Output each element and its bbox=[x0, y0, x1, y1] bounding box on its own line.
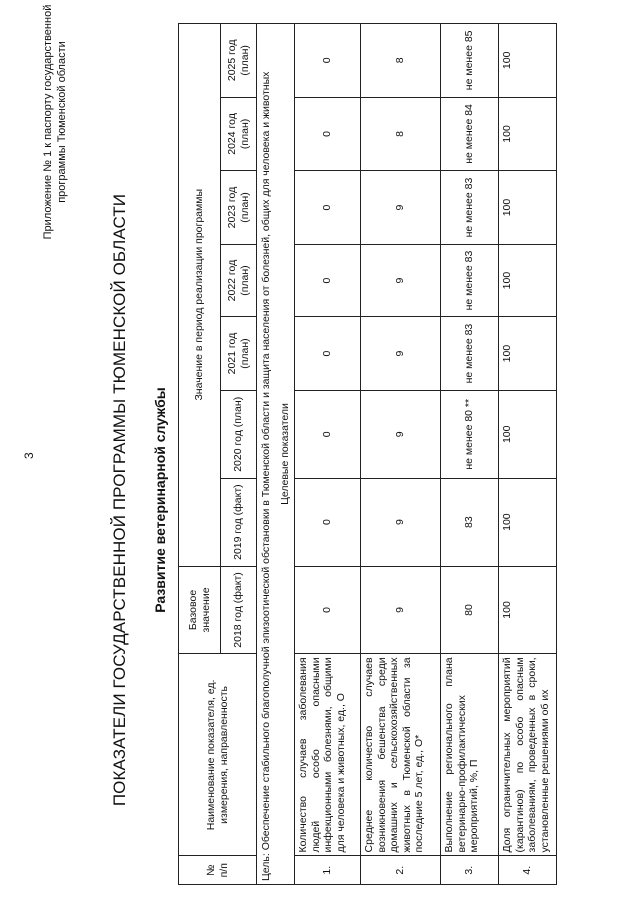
row-value: 100 bbox=[499, 97, 557, 171]
header-period: Значение в период реализации программы bbox=[179, 24, 221, 567]
page-title: ПОКАЗАТЕЛИ ГОСУДАРСТВЕННОЙ ПРОГРАММЫ ТЮМЕНСКОЙ ОБЛАСТИ bbox=[110, 193, 129, 807]
header-year: 2024 год (план) bbox=[221, 97, 257, 171]
row-value: 100 bbox=[499, 566, 557, 654]
row-value: 9 bbox=[361, 317, 441, 391]
row-value: 9 bbox=[361, 171, 441, 245]
header-year: 2025 год (план) bbox=[221, 24, 257, 98]
row-num: 4. bbox=[499, 856, 557, 885]
table-row bbox=[499, 24, 557, 885]
row-value: 100 bbox=[499, 317, 557, 391]
row-value: 0 bbox=[295, 317, 361, 391]
row-value: 80 bbox=[441, 566, 499, 654]
row-value: не менее 84 bbox=[441, 97, 499, 171]
row-value: 100 bbox=[499, 244, 557, 316]
row-value: 9 bbox=[361, 244, 441, 316]
row-value: 100 bbox=[499, 478, 557, 566]
row-value: не менее 83 bbox=[441, 317, 499, 391]
header-year: 2022 год (план) bbox=[221, 244, 257, 316]
row-name: Среднее количество случаев возникновения бешенства среди домашних и сельскохозяйственных животных в Тюменской области за последние 5 лет, ед., О* bbox=[361, 654, 441, 856]
row-value: 0 bbox=[295, 171, 361, 245]
row-value: 0 bbox=[295, 244, 361, 316]
row-name: Количество случаев заболевания людей особо опасными инфекционными болезнями, общими для человека и животных, ед., О bbox=[295, 654, 361, 856]
table-row bbox=[295, 24, 361, 885]
header-year: 2020 год (план) bbox=[221, 390, 257, 478]
header-year: 2021 год (план) bbox=[221, 317, 257, 391]
header-num: № п/п bbox=[179, 856, 257, 885]
row-value: 83 bbox=[441, 478, 499, 566]
row-value: 8 bbox=[361, 24, 441, 98]
appendix-note: Приложение № 1 к паспорту государственной программы Тюменской области bbox=[42, 4, 68, 240]
row-value: 0 bbox=[295, 97, 361, 171]
row-value: 9 bbox=[361, 566, 441, 654]
header-year: 2023 год (план) bbox=[221, 171, 257, 245]
row-name: Доля ограничительных мероприятий (карантинов) по особо опасным заболеваниям, проведенных в сроки, установленные решениями об их bbox=[499, 654, 557, 856]
header-name: Наименование показателя, ед. измерения, направленность bbox=[179, 654, 257, 856]
row-value: 0 bbox=[295, 24, 361, 98]
goal-row: Цель: Обеспечение стабильного благополучной эпизоотической обстановки в Тюменской области и защита населения от болезней, общих для человека и животных bbox=[257, 24, 276, 885]
row-value: 9 bbox=[361, 478, 441, 566]
row-value: не менее 80 ** bbox=[441, 390, 499, 478]
row-value: 0 bbox=[295, 478, 361, 566]
row-value: 0 bbox=[295, 390, 361, 478]
header-year: 2018 год (факт) bbox=[221, 566, 257, 654]
page-number: 3 bbox=[22, 452, 36, 459]
row-value: 9 bbox=[361, 390, 441, 478]
header-year: 2019 год (факт) bbox=[221, 478, 257, 566]
row-value: 100 bbox=[499, 24, 557, 98]
row-value: не менее 83 bbox=[441, 171, 499, 245]
row-value: не менее 83 bbox=[441, 244, 499, 316]
target-indicators-label: Целевые показатели bbox=[276, 24, 295, 885]
table-row bbox=[361, 24, 441, 885]
header-base: Базовое значение bbox=[179, 566, 221, 654]
row-num: 3. bbox=[441, 856, 499, 885]
row-num: 1. bbox=[295, 856, 361, 885]
row-value: 100 bbox=[499, 171, 557, 245]
row-value: 100 bbox=[499, 390, 557, 478]
row-value: 0 bbox=[295, 566, 361, 654]
row-value: не менее 85 bbox=[441, 24, 499, 98]
indicators-table bbox=[178, 23, 557, 885]
row-name: Выполнение регионального плана ветеринарно-профилактических мероприятий, %, П bbox=[441, 654, 499, 856]
page-subtitle: Развитие ветеринарной службы bbox=[152, 387, 168, 613]
row-num: 2. bbox=[361, 856, 441, 885]
row-value: 8 bbox=[361, 97, 441, 171]
table-row bbox=[441, 24, 499, 885]
